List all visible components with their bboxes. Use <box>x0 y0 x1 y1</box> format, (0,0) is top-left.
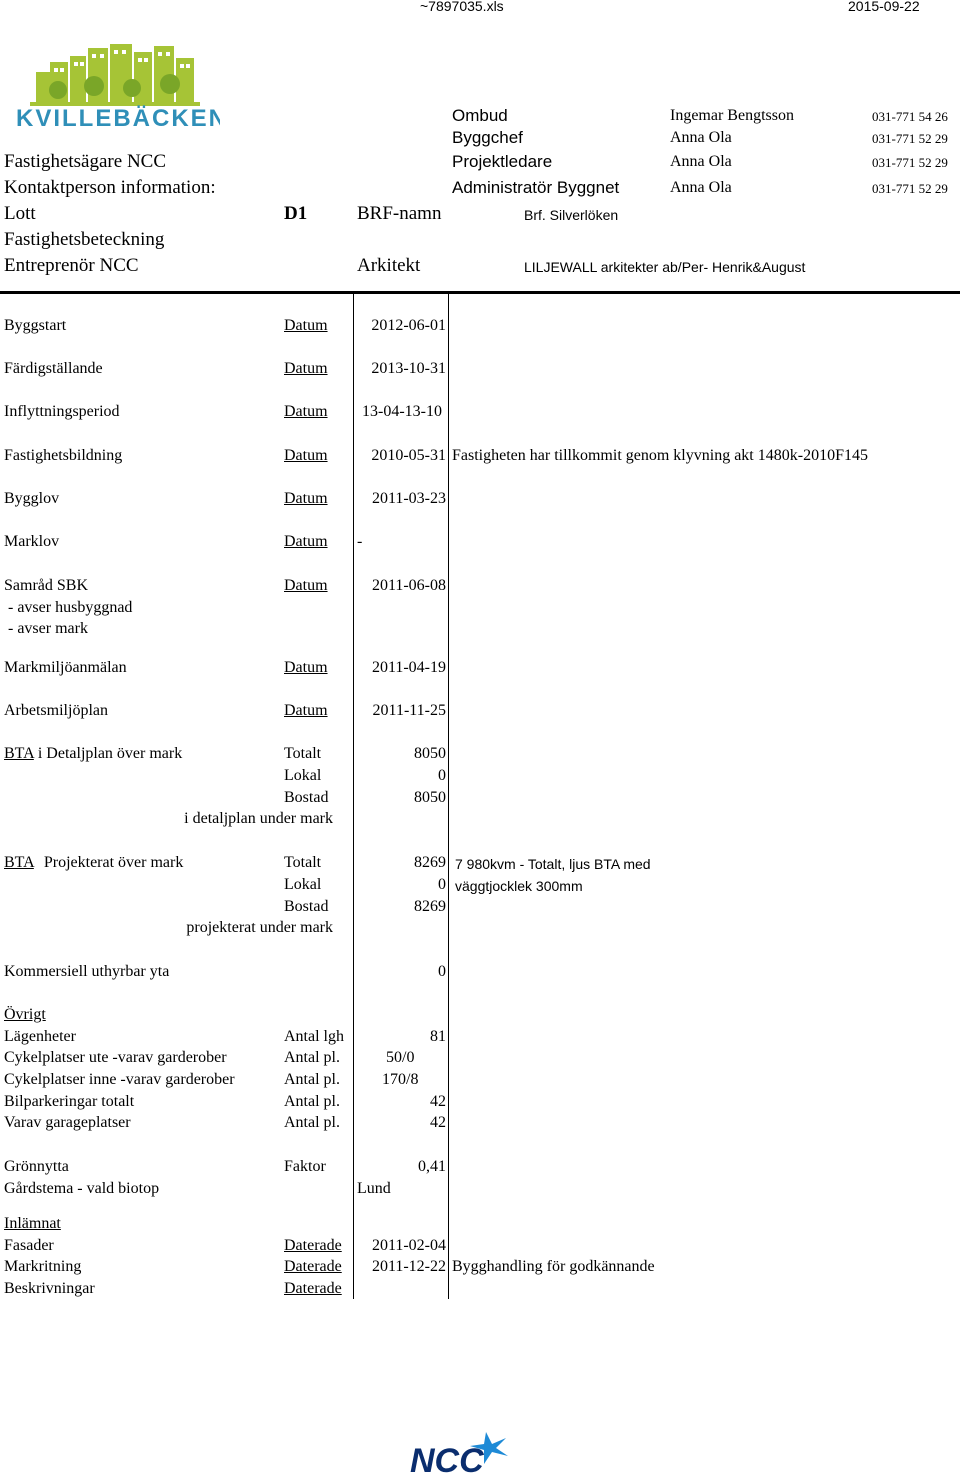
kommersiell-value: 0 <box>438 963 446 980</box>
kontaktperson-label: Kontaktperson information: <box>4 177 216 198</box>
ovrigt-label: Cykelplatser ute -varav garderober <box>4 1049 227 1066</box>
bta-row-label: Bostad <box>284 789 329 806</box>
bta-note: väggtjocklek 300mm <box>455 878 583 894</box>
bta-row-value: 8050 <box>414 789 446 806</box>
ovrigt-unit: Antal pl. <box>284 1093 340 1110</box>
bta-row-value: 0 <box>438 876 446 893</box>
inlamnat-label: Markritning <box>4 1258 82 1275</box>
bta-title <box>4 854 183 872</box>
bta-row-label: Lokal <box>284 767 322 784</box>
contact-role: Projektledare <box>452 152 553 171</box>
date-label: Fastighetsbildning <box>4 447 123 464</box>
bta-row-value: 8269 <box>414 854 446 871</box>
date-type: Datum <box>284 403 328 420</box>
ovrigt-label: Varav garageplatser <box>4 1114 131 1131</box>
date-value: 2013-10-31 <box>371 360 446 377</box>
date-value: 13-04-13-10 <box>362 403 442 420</box>
gronnytta-label: Grönnytta <box>4 1158 69 1175</box>
contact-name: Anna Ola <box>670 129 732 146</box>
ovrigt-label: Bilparkeringar totalt <box>4 1093 135 1110</box>
ovrigt-unit: Antal pl. <box>284 1049 340 1066</box>
bta-abbrev: BTA <box>4 745 34 762</box>
date-value: 2011-03-23 <box>371 490 446 507</box>
samrad-sub: - avser husbyggnad <box>4 599 133 616</box>
arkitekt-label: Arkitekt <box>357 255 421 276</box>
inlamnat-note: Bygghandling för godkännande <box>452 1258 655 1275</box>
fastighetsbeteckning-label: Fastighetsbeteckning <box>4 229 165 250</box>
date-type: Datum <box>284 533 328 550</box>
samrad-sub: - avser mark <box>4 620 88 637</box>
ncc-logo-text: NCC <box>410 1442 484 1476</box>
fastighetsagare-label: Fastighetsägare <box>4 151 123 172</box>
date-label: Markmiljöanmälan <box>4 659 127 676</box>
arkitekt-value: LILJEWALL arkitekter ab/Per- Henrik&August <box>524 259 806 275</box>
bta-title-text: Projekterat över mark <box>43 854 184 871</box>
bta-row-value: 8269 <box>414 898 446 915</box>
inlamnat-label: Beskrivningar <box>4 1280 95 1297</box>
kvillebacken-logo-graphic <box>14 42 220 128</box>
ovrigt-value: 42 <box>430 1114 446 1131</box>
date-type: Datum <box>284 447 328 464</box>
ovrigt-value: 81 <box>430 1028 446 1045</box>
date-value: 2012-06-01 <box>371 317 446 334</box>
date-label: Marklov <box>4 533 60 550</box>
bta-under-label: i detaljplan under mark <box>184 810 333 827</box>
entreprenor-label: Entreprenör <box>4 255 95 276</box>
ovrigt-label: Lägenheter <box>4 1028 76 1045</box>
date-type: Datum <box>284 490 328 507</box>
contact-phone: 031-771 52 29 <box>872 155 948 170</box>
ovrigt-unit: Antal pl. <box>284 1114 340 1131</box>
column-divider-left <box>353 294 354 1299</box>
inlamnat-type: Daterade <box>284 1258 342 1275</box>
bta-row-value: 0 <box>438 767 446 784</box>
inlamnat-value: 2011-12-22 <box>371 1258 446 1275</box>
ovrigt-unit: Antal lgh <box>284 1028 344 1045</box>
date-label: Samråd SBK <box>4 577 88 594</box>
kommersiell-label: Kommersiell uthyrbar yta <box>4 963 170 980</box>
contact-role: Ombud <box>452 106 508 125</box>
inlamnat-type: Daterade <box>284 1237 342 1254</box>
bta-title-text: i Detaljplan över mark <box>37 745 183 762</box>
bta-row-label: Totalt <box>284 854 322 871</box>
inlamnat-value: 2011-02-04 <box>371 1237 446 1254</box>
date-label: Inflyttningsperiod <box>4 403 120 420</box>
gardstema-label: Gårdstema - vald biotop <box>4 1180 160 1197</box>
date-type: Datum <box>284 317 328 334</box>
fastighetsagare <box>4 151 166 173</box>
inlamnat-type: Daterade <box>284 1280 342 1297</box>
bta-row-value: 8050 <box>414 745 446 762</box>
ncc-logo-graphic <box>408 1430 524 1476</box>
date-type: Datum <box>284 577 328 594</box>
ovrigt-value: 50/0 <box>386 1049 415 1066</box>
date-value: 2011-04-19 <box>371 659 446 676</box>
date-label: Färdigställande <box>4 360 103 377</box>
kvillebacken-logo-text: KVILLEBÄCKEN <box>16 105 220 128</box>
date-label: Arbetsmiljöplan <box>4 702 108 719</box>
contact-phone: 031-771 52 29 <box>872 181 948 196</box>
fastighetsagare-value: NCC <box>126 151 167 172</box>
contact-name: Ingemar Bengtsson <box>670 107 794 124</box>
bta-row-label: Totalt <box>284 745 322 762</box>
bta-title <box>4 745 182 763</box>
bta-row-label: Bostad <box>284 898 329 915</box>
lott-label: Lott <box>4 203 36 224</box>
bta-note: 7 980kvm - Totalt, ljus BTA med <box>455 856 651 872</box>
date-label: Byggstart <box>4 317 67 334</box>
date-value: 2010-05-31 <box>371 447 446 464</box>
date-value: 2011-11-25 <box>372 702 446 719</box>
bta-abbrev: BTA <box>4 854 34 871</box>
ovrigt-title: Övrigt <box>4 1006 46 1023</box>
contact-role: Administratör Byggnet <box>452 178 620 197</box>
brf-label: BRF-namn <box>357 203 442 224</box>
inlamnat-title: Inlämnat <box>4 1215 61 1232</box>
brf-value: Brf. Silverlöken <box>524 207 619 223</box>
date-note: Fastigheten har tillkommit genom klyvning akt 1480k-2010F145 <box>452 447 868 464</box>
filename: ~7897035.xls <box>420 0 504 14</box>
gardstema-value: Lund <box>357 1180 391 1197</box>
contact-name: Anna Ola <box>670 179 732 196</box>
date-value: 2011-06-08 <box>371 577 446 594</box>
gronnytta-unit: Faktor <box>284 1158 326 1175</box>
inlamnat-label: Fasader <box>4 1237 54 1254</box>
contact-name: Anna Ola <box>670 153 732 170</box>
date-value: - <box>357 533 363 550</box>
contact-phone: 031-771 52 29 <box>872 131 948 146</box>
entreprenor <box>4 255 139 277</box>
ovrigt-value: 170/8 <box>382 1071 419 1088</box>
ovrigt-label: Cykelplatser inne -varav garderober <box>4 1071 235 1088</box>
gronnytta-value: 0,41 <box>418 1158 446 1175</box>
ovrigt-value: 42 <box>430 1093 446 1110</box>
section-divider <box>0 291 960 294</box>
date-type: Datum <box>284 659 328 676</box>
lott-value: D1 <box>284 203 308 224</box>
ncc-logo <box>408 1430 524 1476</box>
contact-role: Byggchef <box>452 128 523 147</box>
bta-under-label: projekterat under mark <box>186 919 333 936</box>
kvillebacken-logo <box>14 42 220 128</box>
entreprenor-value: NCC <box>99 255 139 276</box>
ovrigt-unit: Antal pl. <box>284 1071 340 1088</box>
print-date: 2015-09-22 <box>848 0 920 14</box>
date-type: Datum <box>284 702 328 719</box>
column-divider-right <box>448 294 449 1299</box>
contact-phone: 031-771 54 26 <box>872 109 948 124</box>
date-label: Bygglov <box>4 490 60 507</box>
bta-row-label: Lokal <box>284 876 322 893</box>
date-type: Datum <box>284 360 328 377</box>
